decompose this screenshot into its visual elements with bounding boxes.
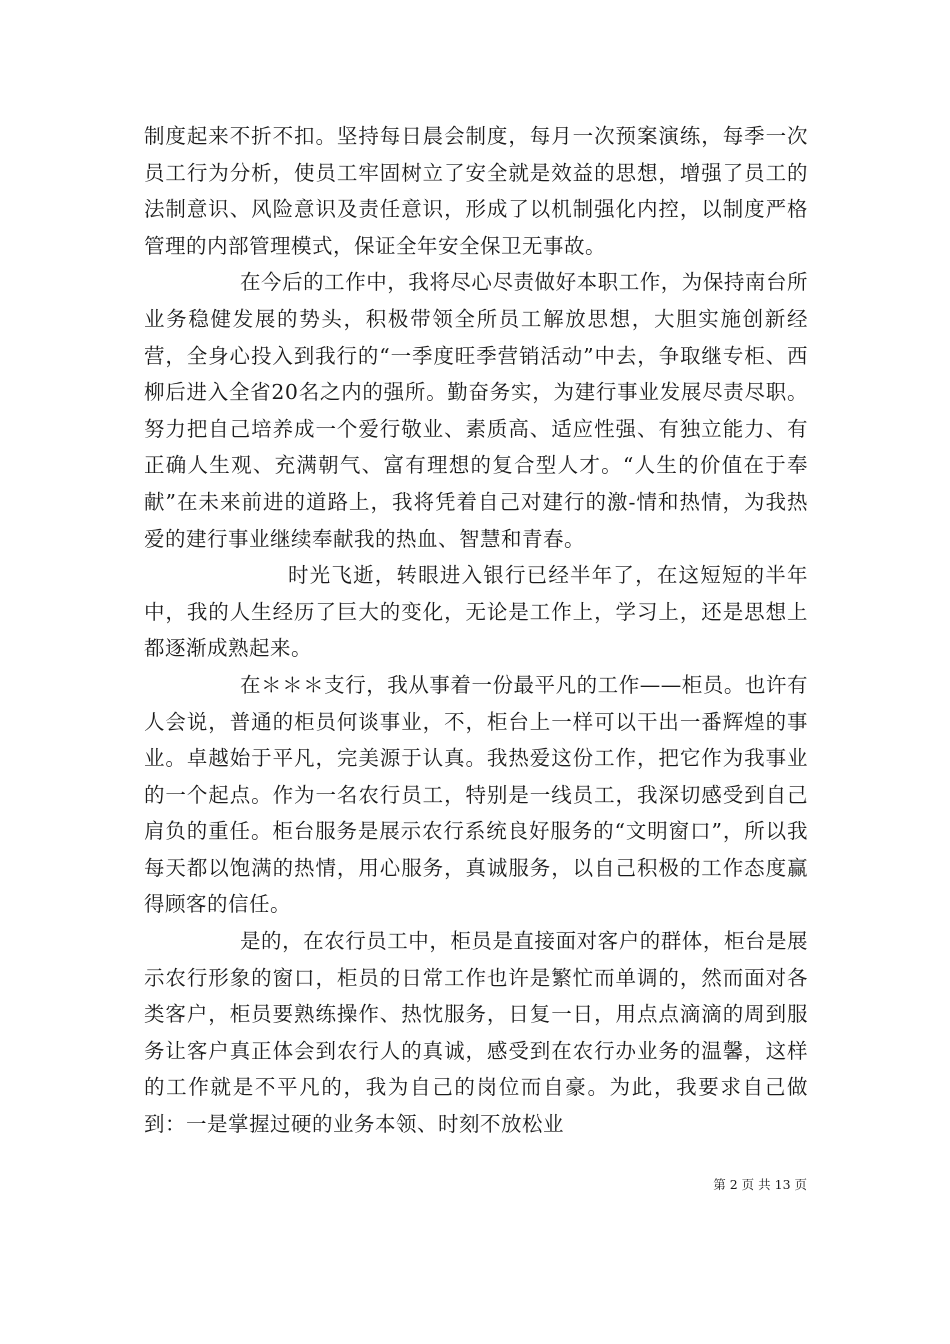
paragraph-half-year: 时光飞逝，转眼进入银行已经半年了，在这短短的半年中，我的人生经历了巨大的变化，无论是工作上，学习上，还是思想上都逐渐成熟起来。: [144, 563, 808, 661]
paragraph-teller-job: 在＊＊＊支行，我从事着一份最平凡的工作——柜员。也许有人会说，普通的柜员何谈事业，不，柜台上一样可以干出一番辉煌的事业。卓越始于平凡，完美源于认真。我热爱这份工作，把它作为我事业的一个起点。作为一名农行员工，特别是一线员工，我深切感受到自己肩负的重任。柜台服务是展示农行系统良好服务的“文明窗口”，所以我每天都以饱满的热情，用心服务，真诚服务，以自己积极的工作态度赢得顾客的信任。: [144, 672, 808, 917]
document-body: [144, 118, 808, 1143]
paragraph-teller-role: 是的，在农行员工中，柜员是直接面对客户的群体，柜台是展示农行形象的窗口，柜员的日常工作也许是繁忙而单调的，然而面对各类客户，柜员要熟练操作、热忱服务，日复一日，用点点滴滴的周到服务让客户真正体会到农行人的真诚，感受到在农行办业务的温馨，这样的工作就是不平凡的，我为自己的岗位而自豪。为此，我要求自己做到：一是掌握过硬的业务本领、时刻不放松业: [144, 929, 808, 1137]
paragraph-safety-management: 制度起来不折不扣。坚持每日晨会制度，每月一次预案演练，每季一次员工行为分析，使员工牢固树立了安全就是效益的思想，增强了员工的法制意识、风险意识及责任意识，形成了以机制强化内控，以制度严格管理的内部管理模式，保证全年安全保卫无事故。: [144, 124, 808, 258]
paragraph-future-work: 在今后的工作中，我将尽心尽责做好本职工作，为保持南台所业务稳健发展的势头，积极带领全所员工解放思想，大胆实施创新经营，全身心投入到我行的“一季度旺季营销活动”中去，争取继专柜、西柳后进入全省20名之内的强所。勤奋务实，为建行事业发展尽责尽职。努力把自己培养成一个爱行敬业、素质高、适应性强、有独立能力、有正确人生观、充满朝气、富有理想的复合型人才。“人生的价值在于奉献”在未来前进的道路上，我将凭着自己对建行的激-情和热情，为我热爱的建行事业继续奉献我的热血、智慧和青春。: [144, 270, 808, 551]
page-number: 第 2 页 共 13 页: [713, 1177, 807, 1192]
